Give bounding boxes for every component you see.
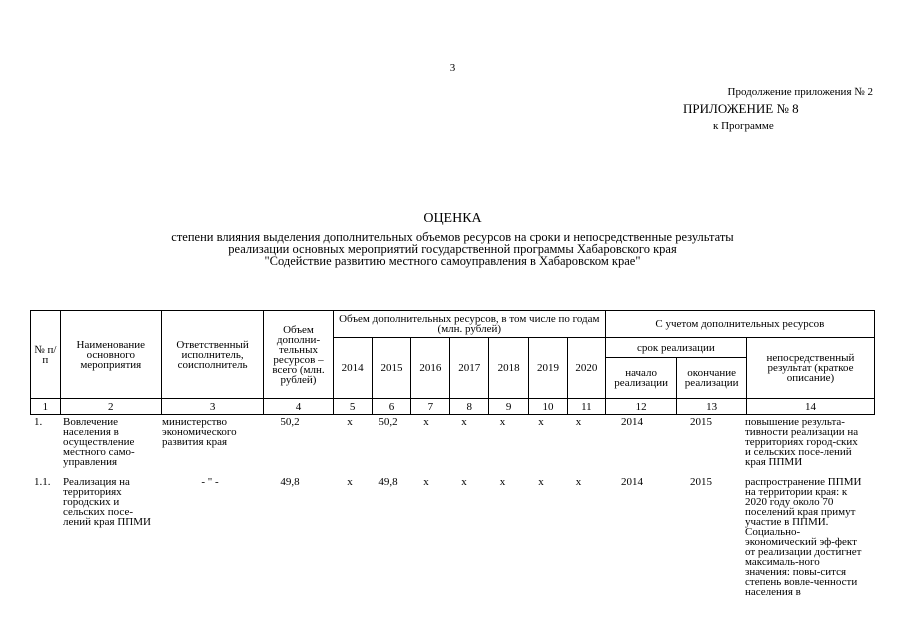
header-year-2015: 2015 bbox=[372, 338, 411, 399]
row-total: 50,2 bbox=[280, 416, 300, 428]
column-number: 5 bbox=[333, 399, 372, 415]
header-year-2019: 2019 bbox=[529, 338, 568, 399]
row-2019: х bbox=[538, 476, 544, 488]
header-year-2014: 2014 bbox=[333, 338, 372, 399]
header-year-2017: 2017 bbox=[450, 338, 489, 399]
column-number: 7 bbox=[411, 399, 450, 415]
row-2017: х bbox=[461, 476, 467, 488]
appendix-label: ПРИЛОЖЕНИЕ № 8 bbox=[683, 101, 799, 116]
header-year-2016: 2016 bbox=[411, 338, 450, 399]
header-number: № п/п bbox=[31, 311, 61, 399]
row-responsible: министерство экономического развития края bbox=[162, 416, 237, 448]
row-responsible: - " - bbox=[201, 476, 219, 488]
row-number: 1.1. bbox=[34, 476, 51, 488]
row-result: распространение ППМИ на территории края: к 2020 году около 70 поселений края примут участие в ППМИ. Социально-экономический эф-фект от реализации достигнет максималь-ного значения: повы-сится степень вовле-ченности населения в bbox=[745, 476, 862, 598]
column-number: 9 bbox=[489, 399, 529, 415]
page-number: 3 bbox=[449, 62, 456, 74]
row-2015: 50,2 bbox=[378, 416, 398, 428]
header-total-resources: Объем дополни-тельных ресурсов – всего (млн. рублей) bbox=[264, 311, 334, 399]
subtitle-line-1: степени влияния выделения дополнительных объемов ресурсов на сроки и непосредственные результаты bbox=[171, 230, 734, 244]
row-start: 2014 bbox=[621, 416, 643, 428]
row-activity-name: Реализация на территориях городских и сельских посе-лений края ППМИ bbox=[63, 476, 151, 528]
header-with-additional-resources: С учетом дополнительных ресурсов bbox=[605, 311, 874, 338]
header-implementation-term: срок реализации bbox=[605, 338, 746, 358]
row-total: 49,8 bbox=[280, 476, 300, 488]
row-start: 2014 bbox=[621, 476, 643, 488]
column-number: 8 bbox=[450, 399, 489, 415]
row-2018: х bbox=[499, 476, 506, 488]
row-number: 1. bbox=[34, 416, 43, 428]
column-number: 6 bbox=[372, 399, 411, 415]
column-number: 13 bbox=[677, 399, 747, 415]
header-year-2018: 2018 bbox=[489, 338, 529, 399]
subtitle-line-3: "Содействие развитию местного самоуправления в Хабаровском крае" bbox=[264, 254, 641, 268]
header-year-2020: 2020 bbox=[567, 338, 605, 399]
row-result: повышение результа-тивности реализации на территориях город-ских и сельских посе-лений края ППМИ bbox=[745, 416, 859, 468]
row-end: 2015 bbox=[690, 416, 712, 428]
row-activity-name: Вовлечение населения в осуществление местного само-управления bbox=[63, 416, 135, 468]
column-number: 3 bbox=[161, 399, 263, 415]
row-2014: х bbox=[347, 416, 353, 428]
column-number: 10 bbox=[529, 399, 568, 415]
continuation-note: Продолжение приложения № 2 bbox=[727, 86, 873, 98]
header-responsible: Ответственный исполнитель, соисполнитель bbox=[161, 311, 263, 399]
row-2014: х bbox=[347, 476, 353, 488]
assessment-table bbox=[30, 310, 875, 415]
row-2016: х bbox=[423, 476, 429, 488]
document-heading bbox=[80, 211, 825, 267]
row-2018: х bbox=[499, 416, 506, 428]
program-reference: к Программе bbox=[713, 120, 774, 132]
document-title: ОЦЕНКА bbox=[423, 211, 482, 226]
row-2017: х bbox=[461, 416, 467, 428]
header-end: окончание реализации bbox=[677, 358, 747, 399]
column-number: 14 bbox=[746, 399, 874, 415]
header-start: начало реализации bbox=[605, 358, 677, 399]
row-2019: х bbox=[538, 416, 544, 428]
row-2020: х bbox=[575, 476, 582, 488]
row-2020: х bbox=[575, 416, 582, 428]
header-resources-by-year: Объем дополнительных ресурсов, в том числе по годам (млн. рублей) bbox=[333, 311, 605, 338]
column-number: 11 bbox=[567, 399, 605, 415]
subtitle-line-2: реализации основных мероприятий государственной программы Хабаровского края bbox=[228, 242, 677, 256]
column-number: 12 bbox=[605, 399, 677, 415]
column-number: 2 bbox=[60, 399, 161, 415]
row-2015: 49,8 bbox=[378, 476, 398, 488]
column-number: 1 bbox=[31, 399, 61, 415]
header-direct-result: непосредственный результат (краткое описание) bbox=[746, 338, 874, 399]
row-2016: х bbox=[423, 416, 429, 428]
header-activity-name: Наименование основного мероприятия bbox=[60, 311, 161, 399]
column-number: 4 bbox=[264, 399, 334, 415]
row-end: 2015 bbox=[690, 476, 712, 488]
